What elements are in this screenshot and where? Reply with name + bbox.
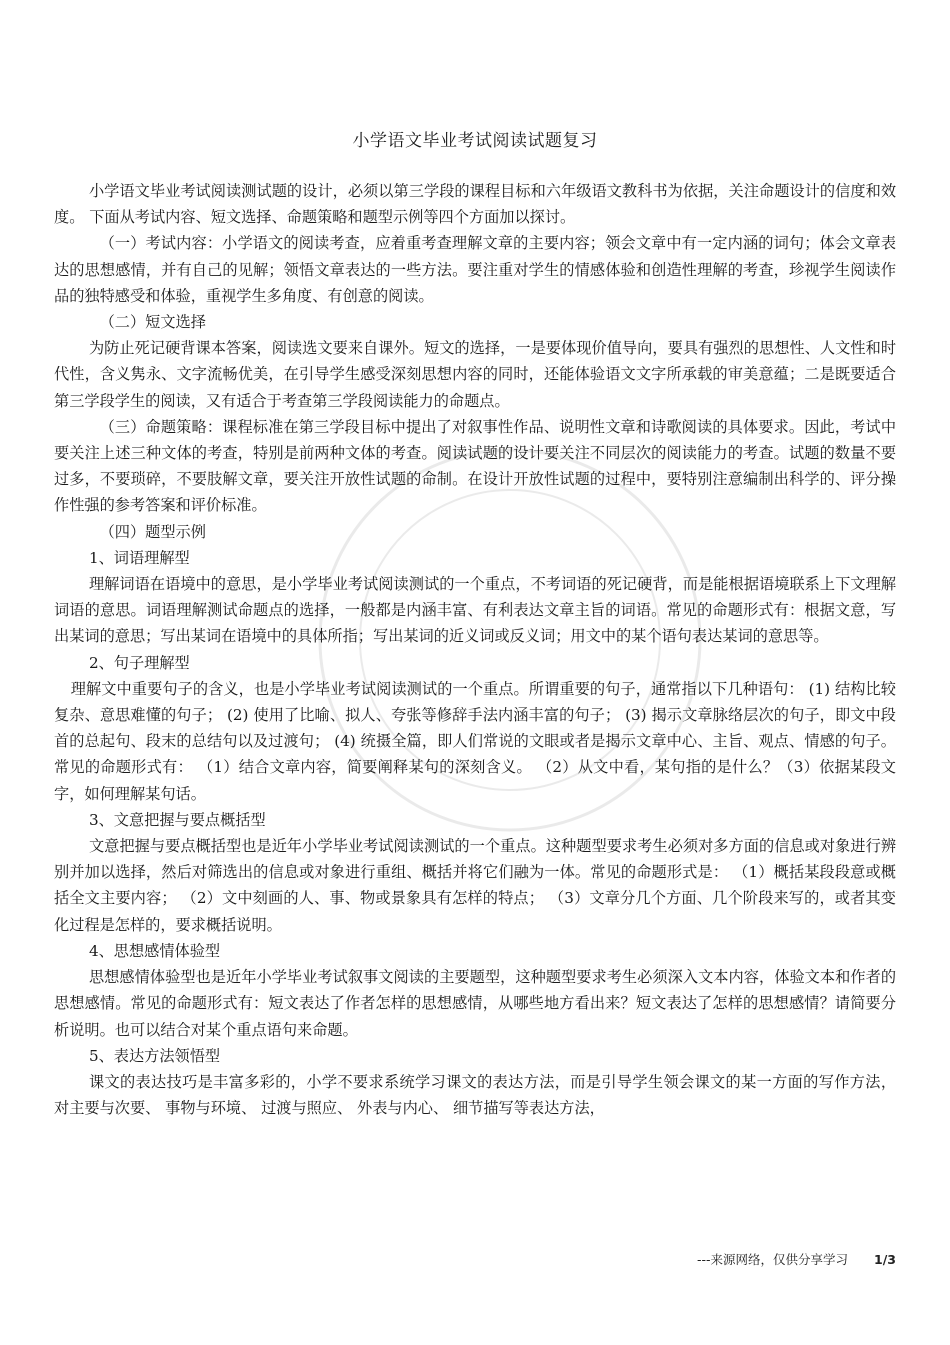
subsection-heading: 3、文意把握与要点概括型 (88, 810, 266, 829)
document-body (54, 178, 896, 1121)
subsection-heading: 4、思想感情体验型 (88, 941, 221, 960)
footer-source: ---来源网络，仅供分享学习 (696, 1252, 849, 1267)
paragraph: （一）考试内容：小学语文的阅读考查，应着重考查理解文章的主要内容；领会文章中有一定内涵的词句；体会文章表达的思想感情，并有自己的见解；领悟文章表达的一些方法。要注重对学生的情感体验和创造性理解的考查，珍视学生阅读作品的独特感受和体验，重视学生多角度、有创意的阅读。 (54, 234, 896, 305)
page-number: 1/3 (874, 1252, 896, 1267)
paragraph: 文意把握与要点概括型也是近年小学毕业考试阅读测试的一个重点。这种题型要求考生必须对多方面的信息或对象进行辨别并加以选择，然后对筛选出的信息或对象进行重组、概括并将它们融为一体。常见的命题形式是： （1）概括某段段意或概括全文主要内容； （2）文中刻画的人、事、物或景象具有怎样的特点； （3）文章分几个方面、几个阶段来写的，或者其变化过程是怎样的，要求概括说明。 (54, 837, 896, 934)
subsection-heading: 1、词语理解型 (88, 548, 190, 567)
subsection-heading: 2、句子理解型 (88, 653, 190, 672)
paragraph: 理解文中重要句子的含义，也是小学毕业考试阅读测试的一个重点。所谓重要的句子，通常指以下几种语句： (1) 结构比较复杂、意思难懂的句子； (2) 使用了比喻、拟人、夸张等修辞手法内涵丰富的句子； (3) 揭示文章脉络层次的句子，即文中段首的总起句、段末的总结句以及过渡句； (4) 统摄全篇，即人们常说的文眼或者是揭示文章中心、主旨、观点、情感的句子。常见的命题形式有： （1）结合文章内容，简要阐释某句的深刻含义。 （2）从文中看，某句指的是什么？（3）依据某段文字，如何理解某句话。 (54, 679, 896, 803)
page-footer (697, 1250, 896, 1268)
paragraph: 思想感情体验型也是近年小学毕业考试叙事文阅读的主要题型，这种题型要求考生必须深入文本内容，体验文本和作者的思想感情。常见的命题形式有：短文表达了作者怎样的思想感情，从哪些地方看出来？短文表达了怎样的思想感情？请简要分析说明。也可以结合对某个重点语句来命题。 (54, 968, 896, 1039)
paragraph: （三）命题策略：课程标准在第三学段目标中提出了对叙事性作品、说明性文章和诗歌阅读的具体要求。因此，考试中要关注上述三种文体的考查，特别是前两种文体的考查。阅读试题的设计要关注不同层次的阅读能力的考查。试题的数量不要过多，不要琐碎，不要肢解文章，要关注开放性试题的命制。在设计开放性试题的过程中，要特别注意编制出科学的、评分操作性强的参考答案和评价标准。 (54, 417, 896, 515)
paragraph: 为防止死记硬背课本答案，阅读选文要来自课外。短文的选择，一是要体现价值导向，要具有强烈的思想性、人文性和时代性，含义隽永、文字流畅优美，在引导学生感受深刻思想内容的同时，还能体验语文文字所承载的审美意蕴；二是既要适合第三学段学生的阅读，又有适合于考查第三学段阅读能力的命题点。 (54, 339, 896, 410)
subsection-heading: 5、表达方法领悟型 (88, 1046, 221, 1065)
paragraph: 理解词语在语境中的意思，是小学毕业考试阅读测试的一个重点，不考词语的死记硬背，而是能根据语境联系上下文理解词语的意思。词语理解测试命题点的选择，一般都是内涵丰富、有利表达文章主旨的词语。常见的命题形式有：根据文意，写出某词的意思；写出某词在语境中的具体所指；写出某词的近义词或反义词；用文中的某个语句表达某词的意思等。 (54, 575, 896, 646)
document-title: 小学语文毕业考试阅读试题复习 (352, 131, 598, 151)
paragraph: 小学语文毕业考试阅读测试题的设计，必须以第三学段的课程目标和六年级语文教科书为依据，关注命题设计的信度和效度。 下面从考试内容、短文选择、命题策略和题型示例等四个方面加以探讨。 (54, 182, 896, 227)
paragraph: 课文的表达技巧是丰富多彩的，小学不要求系统学习课文的表达方法，而是引导学生领会课文的某一方面的写作方法， 对主要与次要、 事物与环境、 过渡与照应、 外表与内心、 细节描写等表达方法， (54, 1072, 896, 1118)
section-heading: （二）短文选择 (99, 313, 206, 332)
section-heading: （四）题型示例 (99, 522, 206, 541)
